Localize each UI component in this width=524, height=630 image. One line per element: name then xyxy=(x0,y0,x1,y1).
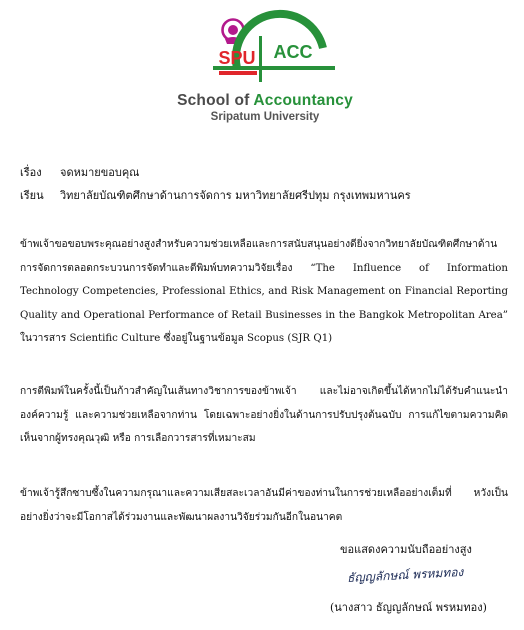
recipient-line xyxy=(20,186,411,204)
logo-red-underline xyxy=(219,71,257,75)
paragraph-text: ข้าพเจ้าขอขอบพระคุณอย่างสูงสำหรับความช่วยเหลือและการสนับสนุนอย่างดียิ่งจากวิทยาลัยบัณฑิตศึกษาด้านการจัดการตลอดกระบวนการจัดทำและตีพิมพ์บทความวิจัยเรื่อง “The Influence of Information Technology Competencies, Professional Ethics, and Risk Management on Financial Reporting Quality and Operational Performance of Retail Businesses in the Bangkok Metropolitan Area” ในวารสาร Scientific Culture ซึ่งอยู่ในฐานข้อมูล Scopus (SJR Q1) xyxy=(20,239,508,344)
body-paragraph-1 xyxy=(20,233,508,351)
logo-divider xyxy=(259,36,262,82)
logo-acc-text: ACC xyxy=(273,42,313,62)
signer-name: (นางสาว ธัญญลักษณ์ พรหมทอง) xyxy=(330,601,487,614)
logo-graphic xyxy=(175,4,355,94)
closing-salutation: ขอแสดงความนับถืออย่างสูง xyxy=(340,543,472,556)
school-name-accent: Accountancy xyxy=(253,92,353,109)
body-paragraph-3 xyxy=(20,482,508,529)
paragraph-text: ข้าพเจ้ารู้สึกซาบซึ้งในความกรุณาและความเสียสละเวลาอันมีค่าของท่านในการช่วยเหลืออย่างเต็มที่ หวังเป็นอย่างยิ่งว่าจะมีโอกาสได้ร่วมงานและพัฒนาผลงานวิจัยร่วมกันอีกในอนาคต xyxy=(20,488,508,523)
paragraph-text: การตีพิมพ์ในครั้งนี้เป็นก้าวสำคัญในเส้นทางวิชาการของข้าพเจ้า และไม่อาจเกิดขึ้นได้หากไม่ได้รับคำแนะนำ องค์ความรู้ และความช่วยเหลือจากท่าน โดยเฉพาะอย่างยิ่งในด้านการปรับปรุงต้นฉบับ การแก้ไขตามความคิดเห็นจากผู้ทรงคุณวุฒิ หรือ การเลือกวารสารที่เหมาะสม xyxy=(20,386,508,444)
recipient-text: วิทยาลัยบัณฑิตศึกษาด้านการจัดการ มหาวิทยาลัยศรีปทุม กรุงเทพมหานคร xyxy=(60,189,411,202)
handwritten-signature: ธัญญลักษณ์ พรหมทอง xyxy=(346,564,464,586)
recipient-label: เรียน xyxy=(20,189,44,202)
body-paragraph-2 xyxy=(20,380,508,451)
subject-text: จดหมายขอบคุณ xyxy=(60,166,140,179)
subject-line xyxy=(20,163,139,181)
logo-spu-text: SPU xyxy=(218,48,256,68)
university-name: Sripatum University xyxy=(210,111,320,123)
school-name xyxy=(175,92,355,110)
subject-label: เรื่อง xyxy=(20,166,42,179)
school-logo xyxy=(175,4,355,134)
school-name-prefix: School of xyxy=(177,92,254,109)
